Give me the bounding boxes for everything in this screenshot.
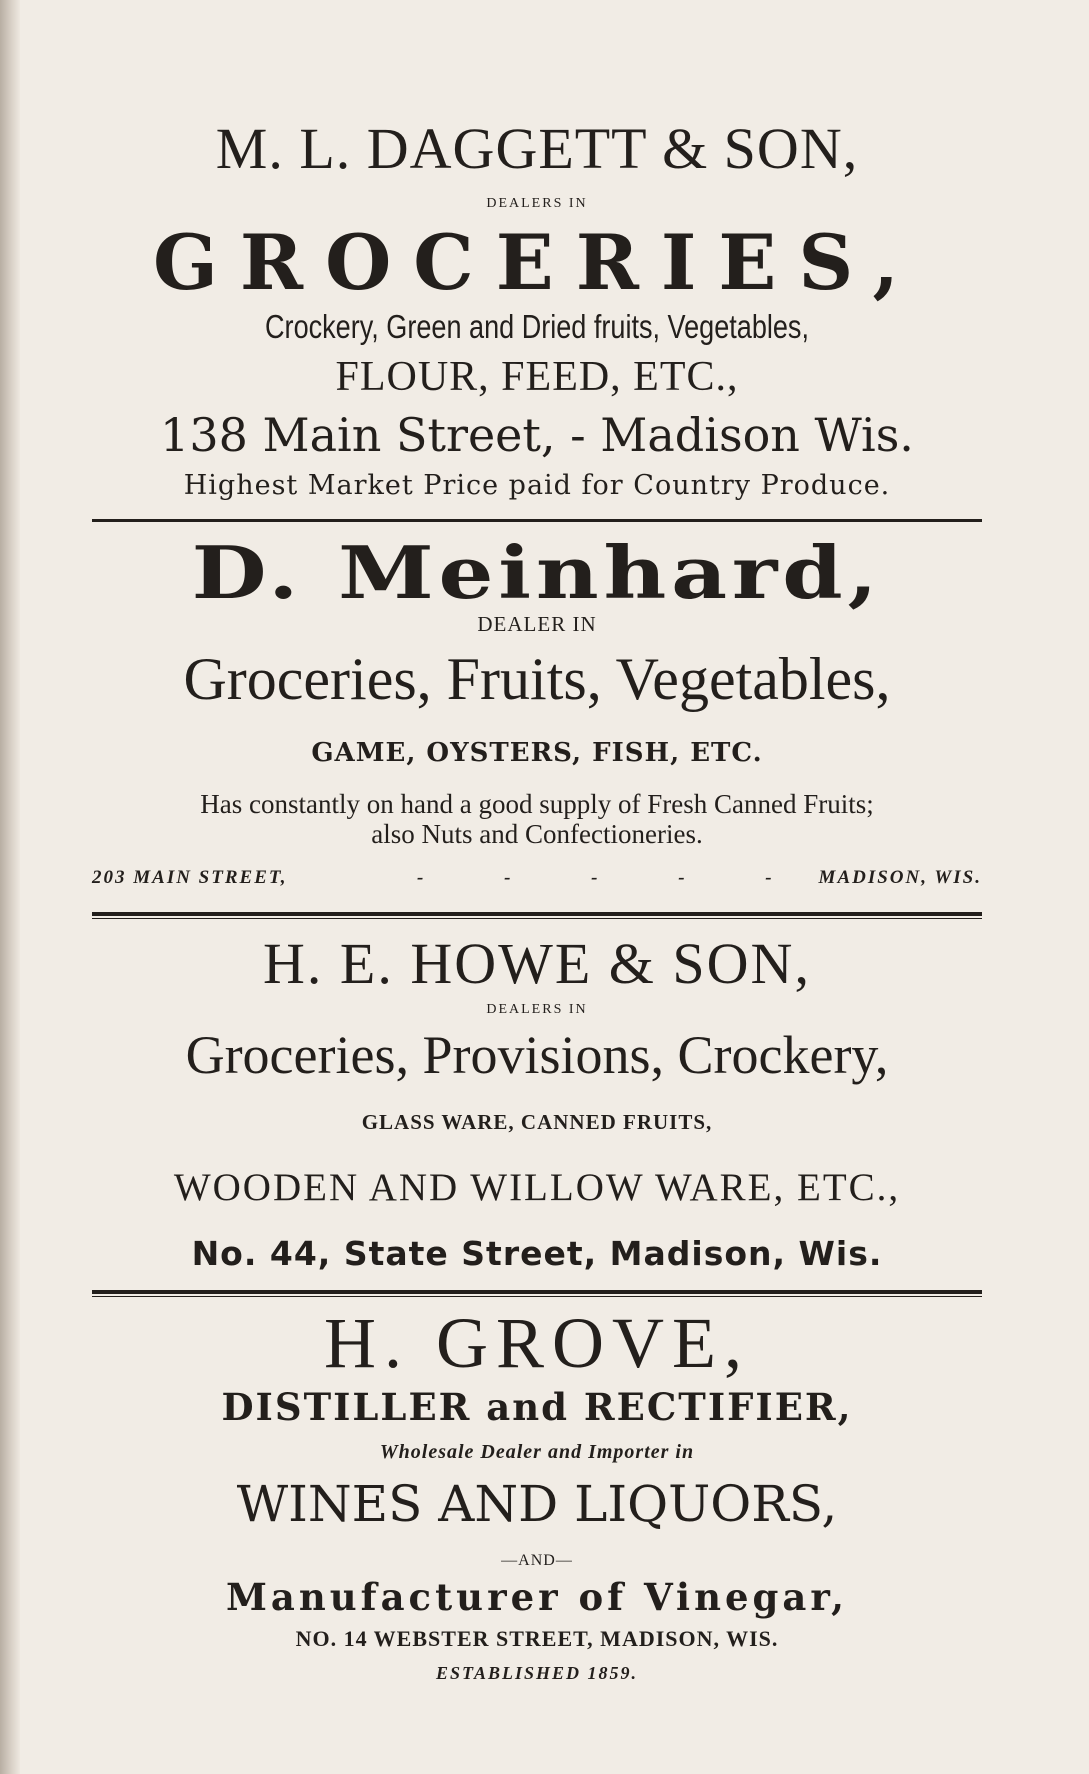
grove-name: H. GROVE, (324, 1303, 750, 1383)
divider-rule (92, 1290, 982, 1294)
meinhard-headline: Groceries, Fruits, Vegetables, (183, 646, 891, 712)
howe-line-2: WOODEN AND WILLOW WARE, ETC., (173, 1166, 901, 1209)
meinhard-line-2: Has constantly on hand a good supply of Fresh Canned Fruits; (200, 789, 874, 819)
grove-line-2: Wholesale Dealer and Importer in (379, 1441, 695, 1463)
meinhard-name: D. Meinhard, (191, 530, 883, 615)
meinhard-line-1: GAME, OYSTERS, FISH, ETC. (311, 738, 763, 768)
daggett-headline: GROCERIES, (153, 218, 921, 307)
grove-line-1: DISTILLER and RECTIFIER, (221, 1385, 853, 1429)
grove-line-3: Manufacturer of Vinegar, (225, 1575, 849, 1619)
daggett-dealers-in: DEALERS IN (486, 196, 588, 211)
howe-dealers-in: DEALERS IN (486, 1002, 588, 1017)
grove-and: —AND— (501, 1552, 573, 1569)
meinhard-dealer-in: DEALER IN (477, 612, 597, 636)
grove-address: NO. 14 WEBSTER STREET, MADISON, WIS. (295, 1626, 779, 1651)
howe-address: No. 44, State Street, Madison, Wis. (191, 1234, 883, 1273)
daggett-title: M. L. DAGGETT & SON, (215, 116, 859, 181)
meinhard-line-3: also Nuts and Confectioneries. (371, 819, 703, 849)
meinhard-dashes: - - - - - (417, 867, 810, 888)
howe-line-1: GLASS WARE, CANNED FRUITS, (361, 1110, 713, 1134)
howe-name: H. E. HOWE & SON, (263, 931, 811, 996)
meinhard-city: MADISON, WIS. (818, 867, 982, 888)
howe-headline: Groceries, Provisions, Crockery, (185, 1025, 889, 1085)
divider-rule (92, 519, 982, 522)
book-spine-shadow (0, 0, 20, 1774)
daggett-line-1: Crockery, Green and Dried fruits, Vegetables, (265, 308, 809, 345)
grove-established: ESTABLISHED 1859. (435, 1663, 639, 1683)
grove-headline: WINES AND LIQUORS, (236, 1475, 838, 1533)
daggett-line-2: FLOUR, FEED, ETC., (335, 354, 739, 400)
meinhard-street: 203 MAIN STREET, (92, 867, 288, 888)
daggett-address: 138 Main Street, - Madison Wis. (160, 408, 914, 462)
daggett-note: Highest Market Price paid for Country Produce. (183, 470, 891, 501)
divider-rule (92, 912, 982, 916)
